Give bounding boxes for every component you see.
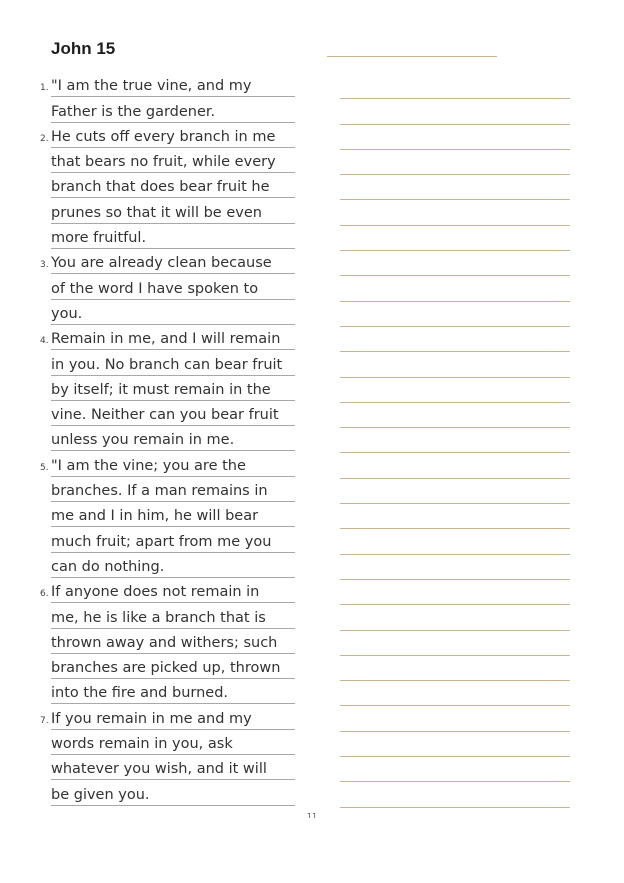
verse-text: whatever you wish, and it will: [51, 761, 267, 778]
verse-line: [0, 350, 624, 375]
verse-text: that bears no fruit, while every: [51, 154, 276, 171]
verse-text: be given you.: [51, 786, 150, 803]
verse-line: [0, 527, 624, 552]
verse-number: 3.: [40, 260, 49, 271]
verse-number: 5.: [40, 462, 49, 473]
verse-text: in you. No branch can bear fruit: [51, 356, 283, 373]
verse-text: Remain in me, and I will remain: [51, 331, 281, 348]
verse-line: [0, 123, 624, 148]
verse-line: [0, 148, 624, 173]
verse-line: [0, 325, 624, 350]
verse-line: [0, 300, 624, 325]
verse-text: more fruitful.: [51, 230, 147, 247]
verse-line: [0, 502, 624, 527]
verse-text: prunes so that it will be even: [51, 204, 262, 221]
verse-line: [0, 629, 624, 654]
verse-line: [0, 704, 624, 729]
verse-line: [0, 426, 624, 451]
verse-text: unless you remain in me.: [51, 432, 235, 449]
verse-text: into the fire and burned.: [51, 685, 229, 702]
verse-text: branches. If a man remains in: [51, 483, 268, 500]
page-number: 11: [306, 812, 318, 818]
verse-text: If anyone does not remain in: [51, 584, 260, 601]
verse-text: He cuts off every branch in me: [51, 128, 276, 145]
verse-text: thrown away and withers; such: [51, 634, 278, 651]
verse-line: [0, 730, 624, 755]
verse-text: branch that does bear fruit he: [51, 179, 270, 196]
verse-text: You are already clean because: [51, 255, 272, 272]
verse-text: "I am the true vine, and my: [51, 78, 252, 95]
verse-text: can do nothing.: [51, 558, 165, 575]
verse-text: "I am the vine; you are the: [51, 457, 246, 474]
verse-text: me and I in him, he will bear: [51, 508, 259, 525]
verse-text: of the word I have spoken to: [51, 280, 259, 297]
verse-line: [0, 578, 624, 603]
verse-line: [0, 274, 624, 299]
verse-number: 1.: [40, 83, 49, 94]
verse-text: vine. Neither can you bear fruit: [51, 407, 279, 424]
page-title: John 15: [51, 39, 116, 58]
verse-line: [0, 477, 624, 502]
verse-line: [0, 97, 624, 122]
verse-number: 2.: [40, 133, 49, 144]
verse-text: you.: [51, 305, 83, 322]
writing-line: [340, 807, 570, 808]
verse-text: much fruit; apart from me you: [51, 533, 272, 550]
verse-text: me, he is like a branch that is: [51, 609, 266, 626]
title-writing-line: [327, 56, 497, 57]
verse-line: [0, 553, 624, 578]
verse-line: [0, 755, 624, 780]
verse-line: [0, 72, 624, 97]
verse-line: [0, 224, 624, 249]
verse-number: 6.: [40, 589, 49, 600]
verse-line: [0, 603, 624, 628]
verse-line: [0, 780, 624, 805]
verse-line: [0, 654, 624, 679]
verse-line: [0, 376, 624, 401]
verse-line: [0, 173, 624, 198]
verse-text: branches are picked up, thrown: [51, 660, 281, 677]
verse-line: [0, 249, 624, 274]
verse-text: words remain in you, ask: [51, 736, 233, 753]
verse-lines: [0, 72, 624, 806]
verse-text: by itself; it must remain in the: [51, 381, 271, 398]
verse-line: [0, 198, 624, 223]
verse-number: 7.: [40, 715, 49, 726]
verse-line: [0, 401, 624, 426]
verse-number: 4.: [40, 336, 49, 347]
text-underline: [51, 805, 295, 806]
verse-text: If you remain in me and my: [51, 710, 252, 727]
verse-text: Father is the gardener.: [51, 103, 216, 120]
verse-line: [0, 451, 624, 476]
verse-line: [0, 679, 624, 704]
